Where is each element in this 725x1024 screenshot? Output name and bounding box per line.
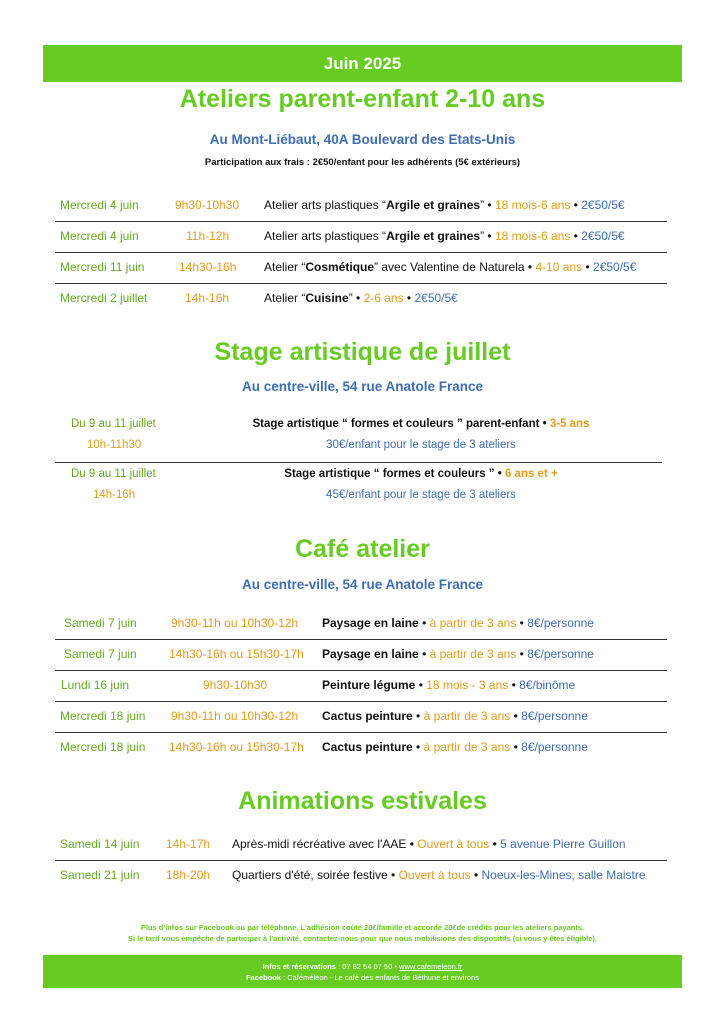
cafe-row — [55, 608, 667, 640]
price: 2€50/5€ — [581, 198, 625, 212]
stage-row — [55, 414, 662, 463]
cafe-location: Au centre-ville, 54 rue Anatole France — [241, 577, 484, 592]
website-link[interactable]: www.cafemeleon.fr — [399, 961, 463, 971]
cafe-row — [55, 701, 667, 733]
activity-name: Cactus peinture — [322, 740, 413, 754]
row-date: Samedi 7 juin — [64, 647, 137, 661]
row-date: Samedi 14 juin — [60, 837, 140, 851]
separator: • — [412, 709, 424, 723]
ateliers-row — [55, 221, 667, 253]
row-activity — [264, 221, 625, 252]
separator: • — [516, 616, 528, 630]
separator: • — [510, 709, 522, 723]
price: 8€/personne — [521, 709, 588, 723]
cafe-row — [55, 670, 667, 702]
row-time: 14h30-16h — [179, 260, 237, 274]
stage-date: Du 9 au 11 juillet — [71, 468, 156, 480]
activity-text: Atelier “ — [264, 260, 306, 274]
footer-note-line: Si le tarif vous empêche de participer à l'activité, contactez-nous pour que nous mobilisions des dispositifs (si vous y êtes éligible). — [128, 934, 597, 943]
row-time: 18h-20h — [166, 868, 211, 882]
stage-activity — [55, 468, 662, 480]
audience-tag: Ouvert à tous — [398, 868, 471, 882]
age-range: 18 mois-6 ans — [494, 198, 571, 212]
separator: • — [412, 740, 424, 754]
stage-time: 10h-11h30 — [87, 439, 142, 451]
ateliers-note: Participation aux frais : 2€50/enfant pour les adhérents (5€ extérieurs) — [204, 157, 521, 168]
age-range: à partir de 3 ans — [423, 740, 511, 754]
row-activity — [264, 283, 458, 314]
row-activity — [264, 252, 636, 283]
activity-text: ” avec Valentine de Naturela • — [374, 260, 536, 274]
cafe-row — [55, 639, 667, 671]
row-date: Mercredi 18 juin — [60, 709, 146, 723]
separator: • — [516, 647, 528, 661]
ateliers-row — [55, 190, 667, 222]
row-activity — [322, 639, 594, 670]
price: 2€50/5€ — [581, 229, 625, 243]
age-range: à partir de 3 ans — [423, 709, 511, 723]
separator: • — [570, 229, 582, 243]
phone-number: : 07 82 54 07 50 • — [335, 961, 400, 971]
row-time: 14h30-16h ou 15h30-17h — [169, 647, 304, 661]
footer-notes — [0, 922, 725, 944]
row-time: 9h30-10h30 — [203, 678, 268, 692]
activity-name: Cactus peinture — [322, 709, 413, 723]
activity-name: Argile et graines — [386, 198, 481, 212]
row-date: Mercredi 4 juin — [60, 198, 139, 212]
row-activity — [264, 190, 625, 221]
row-activity — [322, 732, 588, 763]
row-date: Mercredi 4 juin — [60, 229, 139, 243]
cafe-row — [55, 732, 667, 763]
separator: • — [387, 868, 399, 882]
separator: • — [508, 678, 520, 692]
separator: • — [418, 647, 430, 661]
activity-name: Cosmétique — [305, 260, 375, 274]
stage-price: 30€/enfant pour le stage de 3 ateliers — [326, 439, 516, 451]
separator: • — [415, 678, 427, 692]
stage-time: 14h-16h — [93, 489, 136, 501]
age-range: 18 mois-6 ans — [494, 229, 571, 243]
stage-name: Stage artistique “ formes et couleurs ” • — [284, 468, 505, 480]
separator: • — [489, 837, 501, 851]
activity-name: Après-midi récréative avec l'AAE — [232, 837, 407, 851]
ateliers-location: Au Mont-Liébaut, 40A Boulevard des Etats-Unis — [209, 132, 516, 147]
activity-name: Paysage en laine — [322, 647, 419, 661]
row-time: 11h-12h — [186, 229, 230, 243]
age-range: 6 ans et + — [504, 468, 558, 480]
price: 2€50/5€ — [593, 260, 637, 274]
stage-title: Stage artistique de juillet — [214, 338, 511, 366]
stage-activity — [55, 418, 662, 430]
row-activity — [322, 608, 594, 639]
animation-row — [55, 829, 667, 861]
separator: • — [570, 198, 582, 212]
activity-name: Argile et graines — [386, 229, 481, 243]
separator: • — [406, 837, 418, 851]
activity-name: Peinture légume — [322, 678, 416, 692]
activity-text: ” • — [480, 229, 495, 243]
row-activity — [322, 670, 575, 701]
cafe-title: Café atelier — [295, 535, 430, 563]
stage-name: Stage artistique “ formes et couleurs ” parent-enfant • — [252, 418, 550, 430]
animations-title: Animations estivales — [238, 787, 487, 815]
facebook-label: Facebook — [245, 972, 281, 982]
row-time: 14h-16h — [185, 291, 230, 305]
activity-name: Paysage en laine — [322, 616, 419, 630]
age-range: 4-10 ans — [535, 260, 583, 274]
price: 8€/personne — [527, 647, 594, 661]
row-time: 9h30-11h ou 10h30-12h — [171, 616, 299, 630]
place: Noeux-les-Mines, salle Maistre — [481, 868, 646, 882]
activity-text: ” • — [480, 198, 495, 212]
stage-date: Du 9 au 11 juillet — [71, 418, 156, 430]
month-banner — [43, 45, 682, 82]
row-time: 14h30-16h ou 15h30-17h — [169, 740, 304, 754]
activity-text: ” • — [348, 291, 364, 305]
price: 8€/binôme — [519, 678, 576, 692]
age-range: à partir de 3 ans — [429, 647, 517, 661]
row-time: 9h30-11h ou 10h30-12h — [171, 709, 299, 723]
age-range: 2-6 ans — [363, 291, 404, 305]
stage-location: Au centre-ville, 54 rue Anatole France — [241, 379, 484, 394]
audience-tag: Ouvert à tous — [417, 837, 490, 851]
row-time: 14h-17h — [166, 837, 211, 851]
price: 2€50/5€ — [414, 291, 458, 305]
separator: • — [418, 616, 430, 630]
row-activity — [322, 701, 588, 732]
separator: • — [403, 291, 415, 305]
activity-name: Cuisine — [305, 291, 349, 305]
price: 8€/personne — [527, 616, 594, 630]
contact-banner — [43, 955, 682, 988]
animation-row — [55, 860, 667, 891]
activity-text: Atelier “ — [264, 291, 306, 305]
activity-text: Atelier arts plastiques “ — [264, 198, 387, 212]
place: 5 avenue Pierre Guillon — [500, 837, 626, 851]
month-title: Juin 2025 — [323, 53, 402, 73]
age-range: 18 mois - 3 ans — [426, 678, 509, 692]
activity-text: Atelier arts plastiques “ — [264, 229, 387, 243]
ateliers-row — [55, 283, 667, 314]
age-range: à partir de 3 ans — [429, 616, 517, 630]
separator: • — [582, 260, 594, 274]
info-label: Infos et réservations — [262, 961, 336, 971]
separator: • — [510, 740, 522, 754]
row-activity — [232, 860, 646, 891]
row-time: 9h30-10h30 — [175, 198, 240, 212]
price: 8€/personne — [521, 740, 588, 754]
footer-note-line: Plus d'infos sur Facebook ou par téléphone. L'adhésion coûte 20€/famille et accorde 20€de crédits pour les ateliers payants. — [140, 923, 585, 932]
stage-price: 45€/enfant pour le stage de 3 ateliers — [326, 489, 516, 501]
row-date: Mercredi 11 juin — [60, 260, 145, 274]
ateliers-title: Ateliers parent-enfant 2-10 ans — [179, 85, 546, 113]
row-date: Mercredi 18 juin — [60, 740, 146, 754]
age-range: 3-5 ans — [549, 418, 590, 430]
facebook-page: : Caféméléon - Le café des enfants de Béthune et environs — [280, 972, 480, 982]
row-date: Mercredi 2 juillet — [60, 291, 148, 305]
contact-line — [43, 961, 682, 972]
stage-row — [55, 464, 662, 512]
row-date: Lundi 16 juin — [61, 678, 130, 692]
separator: • — [470, 868, 482, 882]
facebook-line — [43, 972, 682, 983]
row-activity — [232, 829, 626, 860]
row-date: Samedi 7 juin — [64, 616, 137, 630]
row-date: Samedi 21 juin — [60, 868, 140, 882]
activity-name: Quartiers d'été, soirée festive — [232, 868, 388, 882]
ateliers-row — [55, 252, 667, 284]
